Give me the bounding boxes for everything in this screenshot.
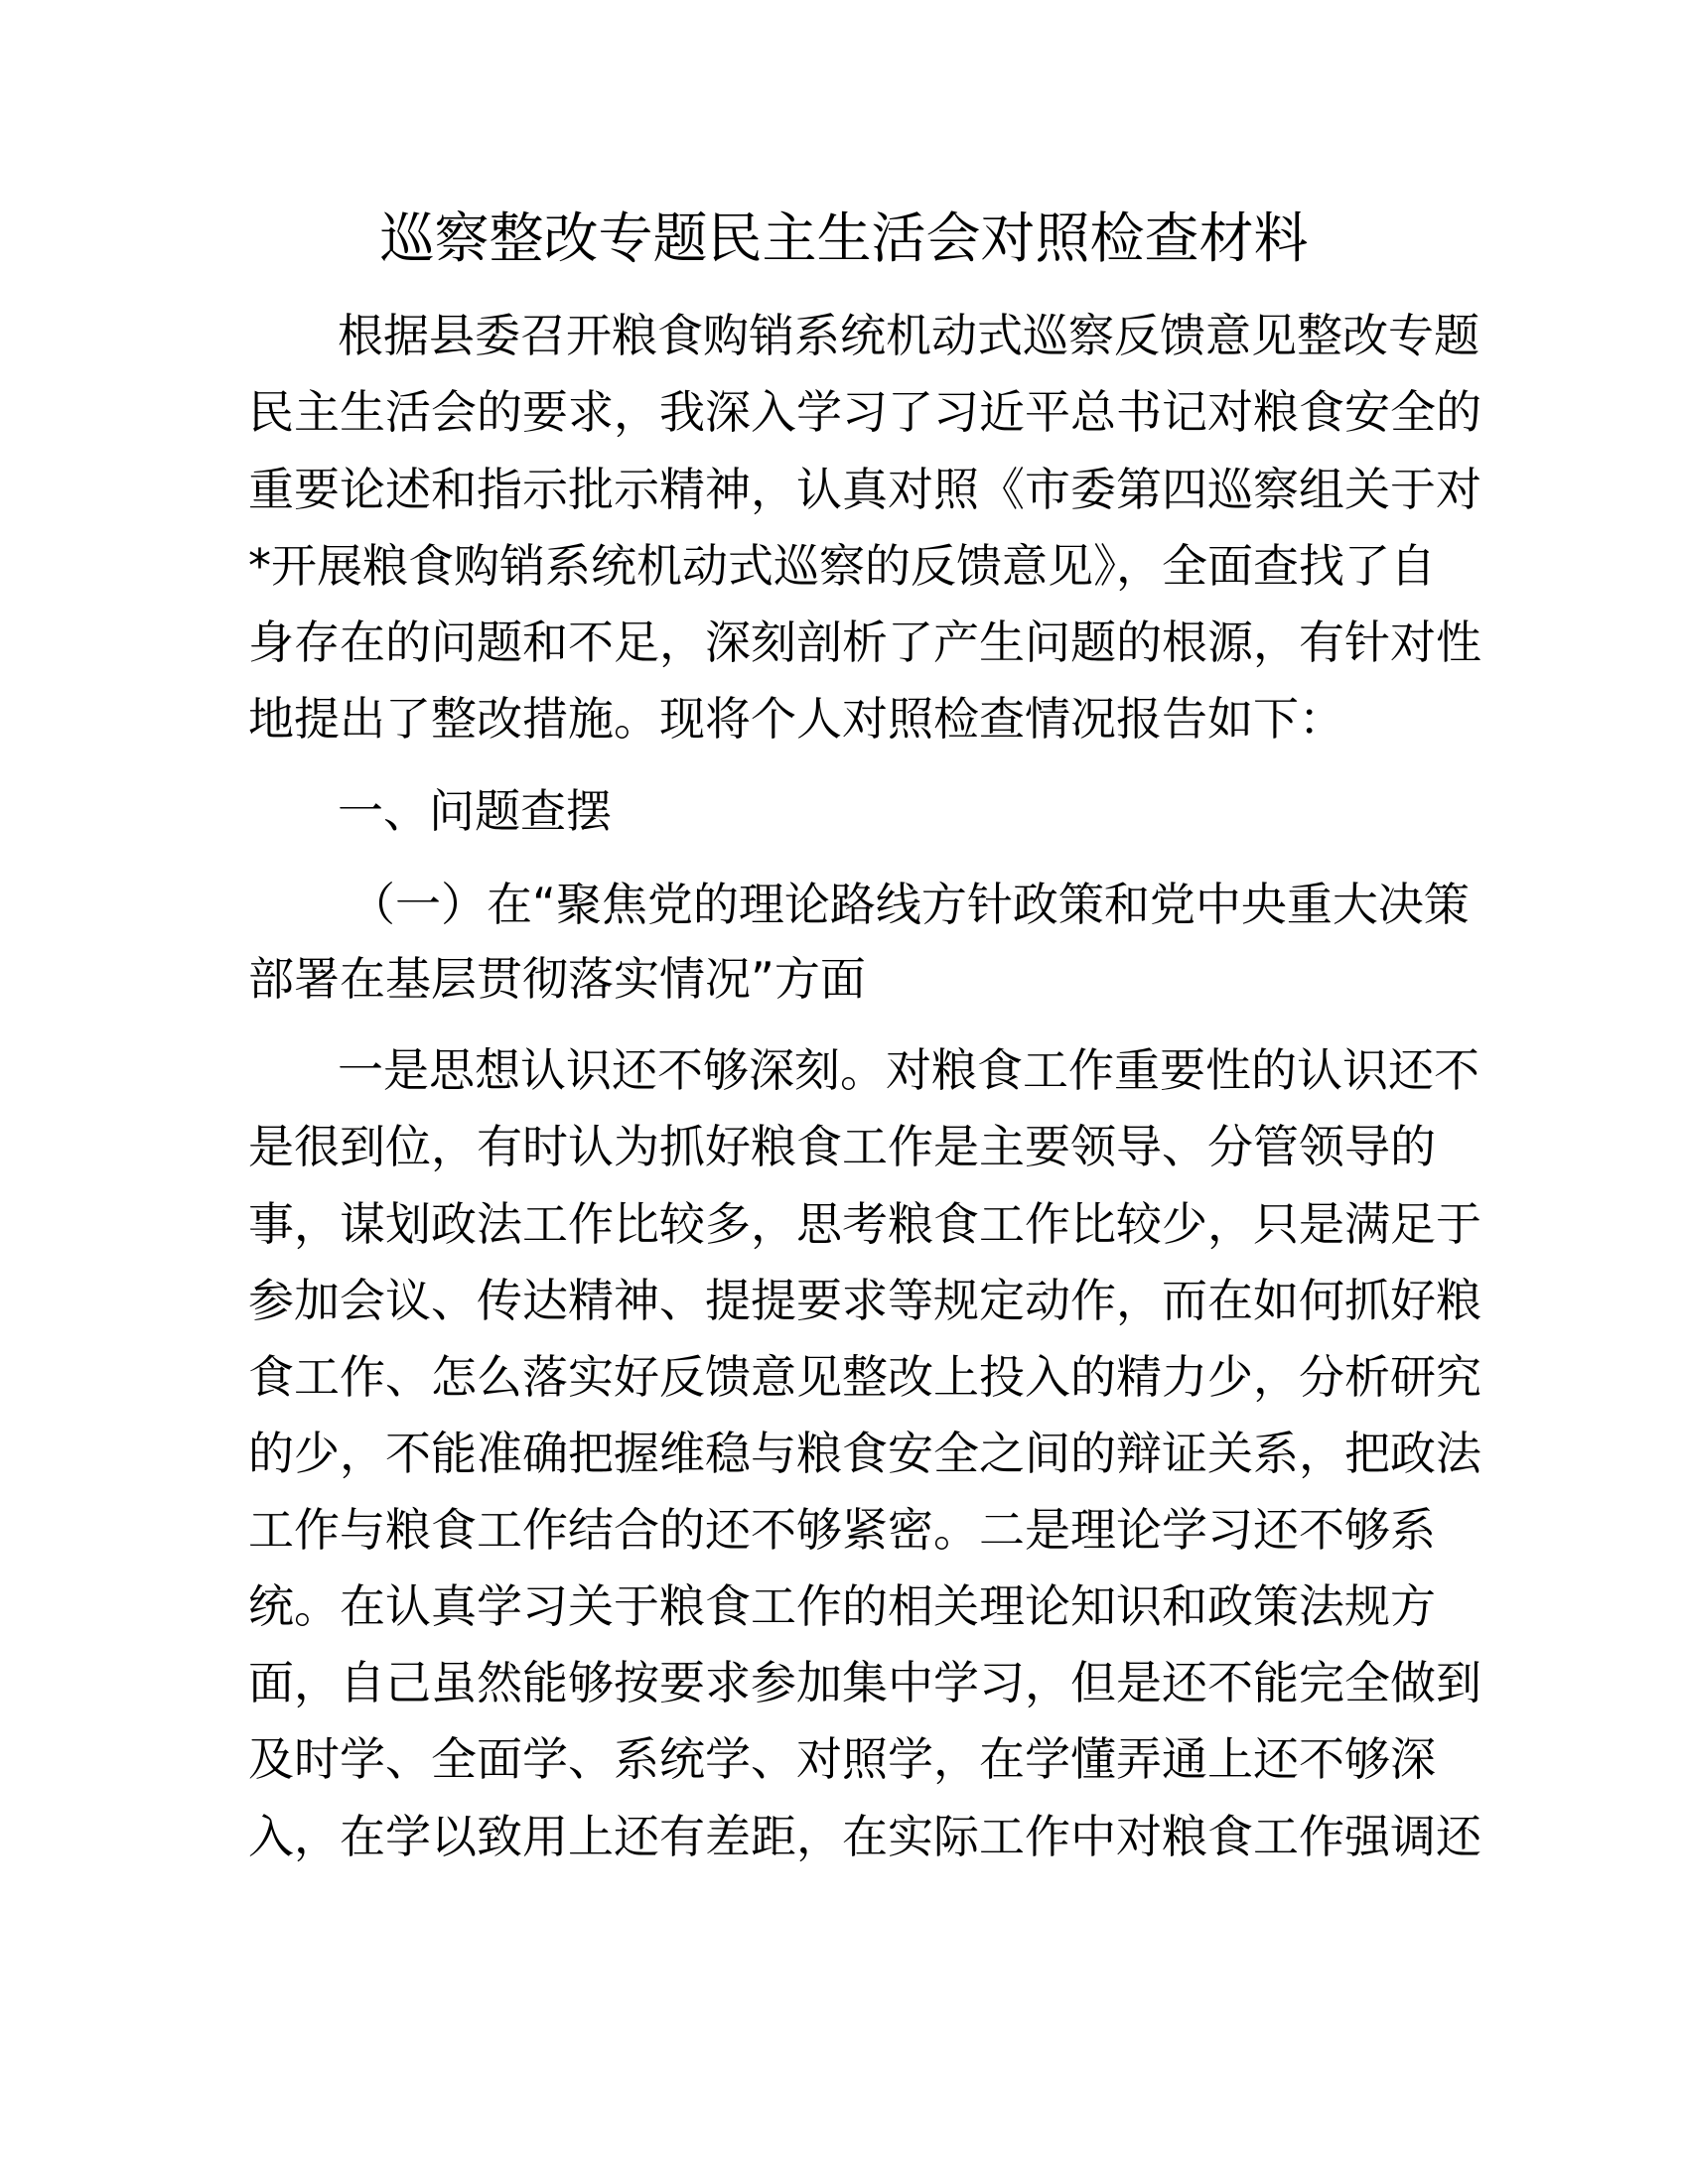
body-line: 的少，不能准确把握维稳与粮食安全之间的辩证关系，把政法: [248, 1427, 1481, 1480]
document-title: 巡察整改专题民主生活会对照检查材料: [379, 206, 1309, 270]
body-line: 事，谋划政法工作比较多，思考粮食工作比较少，只是满足于: [248, 1197, 1481, 1251]
body-line: 食工作、怎么落实好反馈意见整改上投入的精力少，分析研究: [248, 1350, 1481, 1404]
body-line: 是很到位，有时认为抓好粮食工作是主要领导、分管领导的: [248, 1120, 1436, 1173]
section-heading: 一、问题查摆: [338, 784, 612, 838]
body-line: 一是思想认识还不够深刻。对粮食工作重要性的认识还不: [338, 1043, 1479, 1097]
body-line: 统。在认真学习关于粮食工作的相关理论知识和政策法规方: [248, 1579, 1436, 1633]
body-line: 面，自己虽然能够按要求参加集中学习，但是还不能完全做到: [248, 1656, 1481, 1709]
intro-line: 地提出了整改措施。现将个人对照检查情况报告如下：: [248, 692, 1344, 746]
body-line: 参加会议、传达精神、提提要求等规定动作，而在如何抓好粮: [248, 1274, 1481, 1327]
body-line: 工作与粮食工作结合的还不够紧密。二是理论学习还不够系: [248, 1503, 1436, 1557]
intro-line: *开展粮食购销系统机动式巡察的反馈意见》，全面查找了自: [248, 539, 1436, 593]
subsection-heading-line: 部署在基层贯彻落实情况”方面: [248, 952, 866, 1006]
intro-line: 重要论述和指示批示精神，认真对照《市委第四巡察组关于对: [248, 463, 1481, 516]
intro-line: 民主生活会的要求，我深入学习了习近平总书记对粮食安全的: [248, 385, 1481, 439]
intro-line: 身存在的问题和不足，深刻剖析了产生问题的根源，有针对性: [248, 615, 1481, 669]
body-line: 及时学、全面学、系统学、对照学，在学懂弄通上还不够深: [248, 1732, 1436, 1786]
body-line: 入，在学以致用上还有差距，在实际工作中对粮食工作强调还: [248, 1810, 1481, 1863]
subsection-heading-line: （一）在“聚焦党的理论路线方针政策和党中央重大决策: [350, 878, 1470, 931]
intro-line: 根据县委召开粮食购销系统机动式巡察反馈意见整改专题: [338, 309, 1479, 362]
